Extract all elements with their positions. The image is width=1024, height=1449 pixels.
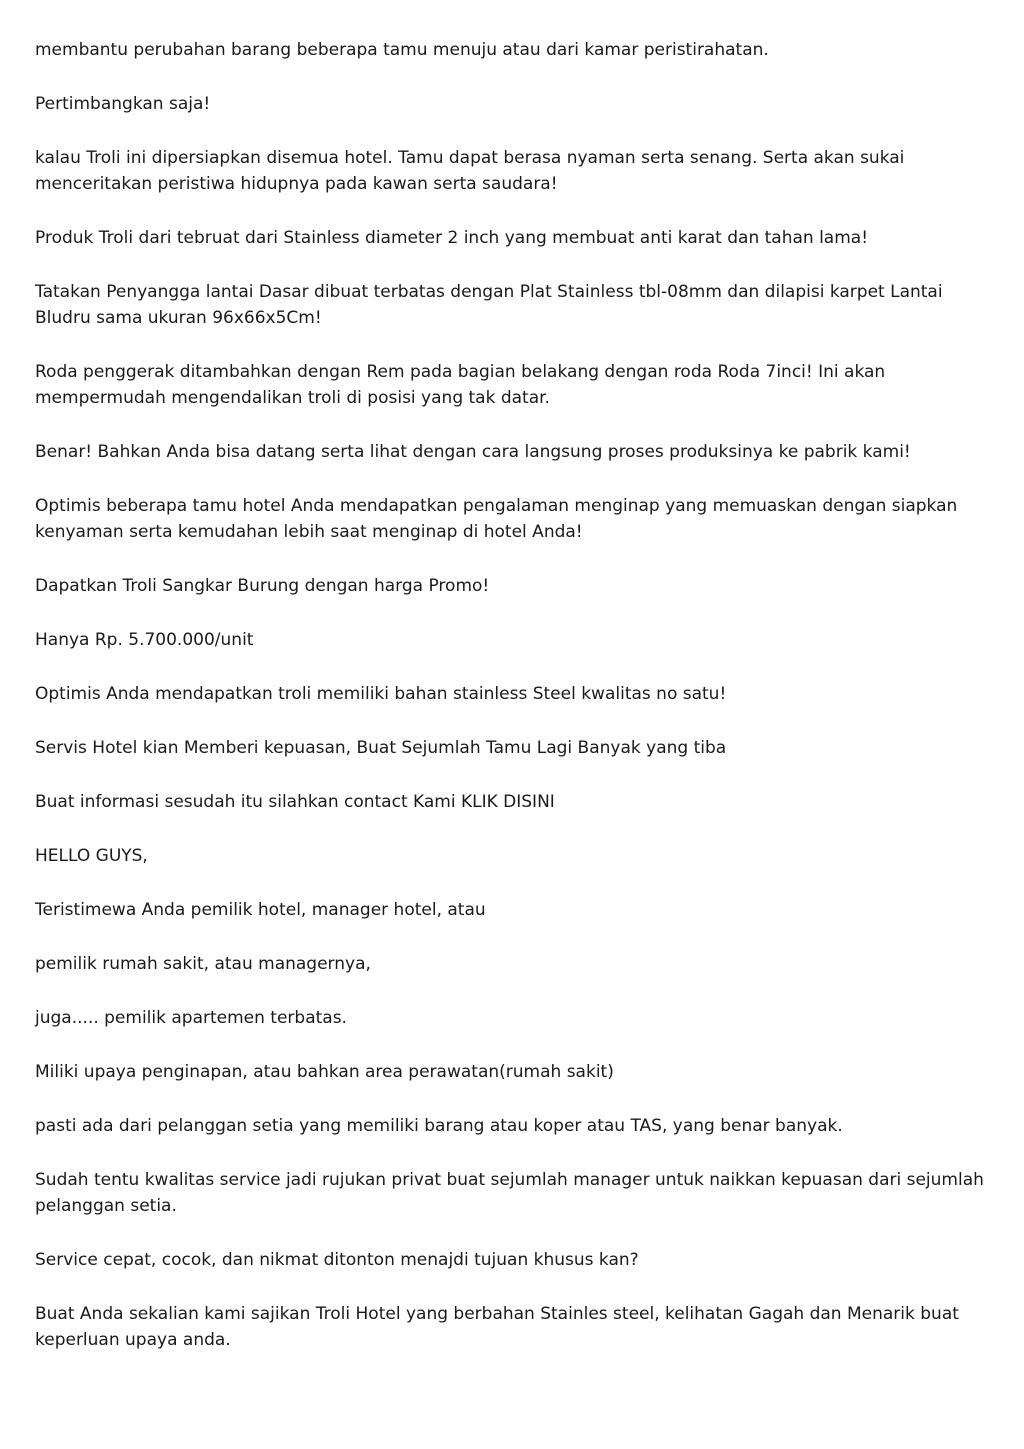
paragraph: Servis Hotel kian Memberi kepuasan, Buat Sejumlah Tamu Lagi Banyak yang tiba <box>35 738 727 758</box>
paragraph: kalau Troli ini dipersiapkan disemua hotel. Tamu dapat berasa nyaman serta senang. Serta akan sukai menceritakan peristiwa hidupnya pada kawan serta saudara! <box>35 148 905 194</box>
paragraph: HELLO GUYS, <box>35 846 148 866</box>
paragraph: Buat Anda sekalian kami sajikan Troli Hotel yang berbahan Stainles steel, kelihatan Gagah dan Menarik buat keperluan upaya anda. <box>35 1304 959 1350</box>
paragraph: Roda penggerak ditambahkan dengan Rem pada bagian belakang dengan roda Roda 7inci! Ini akan mempermudah mengendalikan troli di posisi yang tak datar. <box>35 362 886 408</box>
paragraph: pasti ada dari pelanggan setia yang memiliki barang atau koper atau TAS, yang benar banyak. <box>35 1116 843 1136</box>
paragraph: juga..... pemilik apartemen terbatas. <box>35 1008 347 1028</box>
document-body <box>35 37 990 1381</box>
paragraph: Service cepat, cocok, dan nikmat ditonton menajdi tujuan khusus kan? <box>35 1250 639 1270</box>
paragraph: membantu perubahan barang beberapa tamu menuju atau dari kamar peristirahatan. <box>35 40 769 60</box>
paragraph: Miliki upaya penginapan, atau bahkan area perawatan(rumah sakit) <box>35 1062 614 1082</box>
paragraph: Tatakan Penyangga lantai Dasar dibuat terbatas dengan Plat Stainless tbl-08mm dan dilapisi karpet Lantai Bludru sama ukuran 96x66x5Cm! <box>35 282 943 328</box>
price-paragraph: Hanya Rp. 5.700.000/unit <box>35 630 254 650</box>
paragraph: Benar! Bahkan Anda bisa datang serta lihat dengan cara langsung proses produksinya ke pabrik kami! <box>35 442 911 462</box>
contact-paragraph: Buat informasi sesudah itu silahkan contact Kami KLIK DISINI <box>35 792 555 812</box>
paragraph: Pertimbangkan saja! <box>35 94 211 114</box>
paragraph: pemilik rumah sakit, atau managernya, <box>35 954 371 974</box>
paragraph: Optimis Anda mendapatkan troli memiliki bahan stainless Steel kwalitas no satu! <box>35 684 727 704</box>
paragraph: Dapatkan Troli Sangkar Burung dengan harga Promo! <box>35 576 490 596</box>
paragraph: Optimis beberapa tamu hotel Anda mendapatkan pengalaman menginap yang memuaskan dengan siapkan kenyaman serta kemudahan lebih saat menginap di hotel Anda! <box>35 496 958 542</box>
paragraph: Sudah tentu kwalitas service jadi rujukan privat buat sejumlah manager untuk naikkan kepuasan dari sejumlah pelanggan setia. <box>35 1170 984 1216</box>
paragraph: Produk Troli dari tebruat dari Stainless diameter 2 inch yang membuat anti karat dan tahan lama! <box>35 228 869 248</box>
paragraph: Teristimewa Anda pemilik hotel, manager hotel, atau <box>35 900 486 920</box>
